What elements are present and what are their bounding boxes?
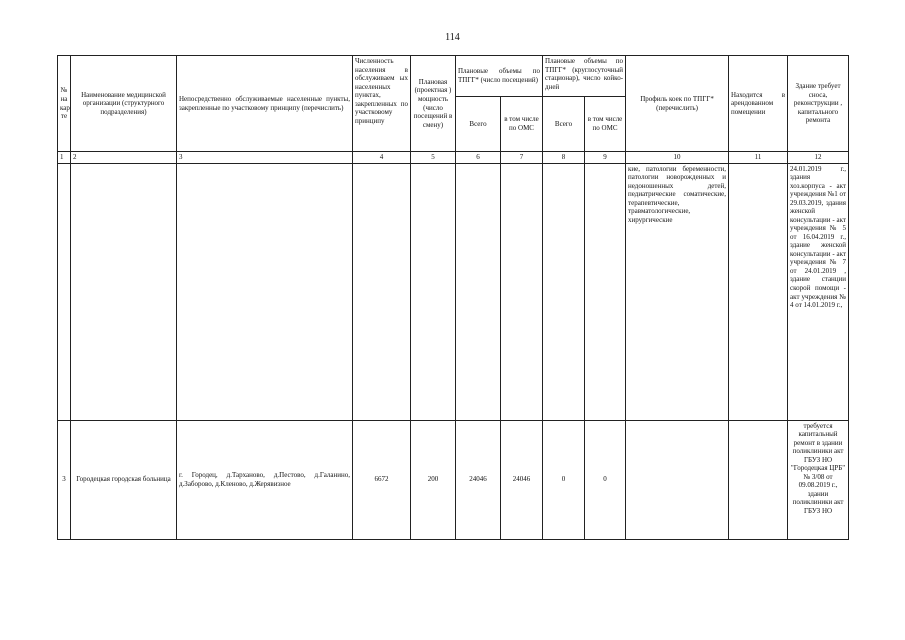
column-number: 4 [353, 152, 411, 164]
cell-beddays-total [543, 163, 585, 420]
cell-population: 6672 [353, 420, 411, 539]
cell-organization: Городецкая городская больница [71, 420, 177, 539]
cell-settlements [177, 163, 353, 420]
column-number: 5 [411, 152, 456, 164]
header-col2: Наименование медицинской организации (структурного подразделения) [71, 56, 177, 152]
header-col5: Плановая (проектная ) мощность (число посещений в смену) [411, 56, 456, 152]
cell-visits-total [456, 163, 501, 420]
cell-visits-oms: 24046 [501, 420, 543, 539]
column-numbers-row [58, 152, 849, 164]
cell-bed-profile: кие, патологии беременности, патологии новорожденных и недоношенных детей, педиатрические соматические, терапевтические, травматологические, хирургические [626, 163, 729, 420]
header-col10: Профиль коек по ТПГГ* (перечислить) [626, 56, 729, 152]
cell-settlements: г. Городец, д.Тарханово, д.Пестово, д.Галанино, д.Заборово, д.Кленово, д.Жерявизное [177, 420, 353, 539]
header-row-1 [58, 56, 849, 97]
hospital-table [57, 55, 849, 540]
cell-beddays-oms: 0 [585, 420, 626, 539]
header-col12: Здание требует сноса, реконструкции , капитального ремонта [788, 56, 849, 152]
header-col89: Плановые объемы по ТПГГ* (круглосуточный стационар), число койко-дней [543, 56, 626, 97]
cell-capacity: 200 [411, 420, 456, 539]
cell-organization [71, 163, 177, 420]
header-col8-total: Всего [543, 97, 585, 152]
header-col67: Плановые объемы по ТПГГ* (число посещений) [456, 56, 543, 97]
cell-rented [729, 163, 788, 420]
column-number: 1 [58, 152, 71, 164]
header-col6-total: Всего [456, 97, 501, 152]
cell-bed-profile [626, 420, 729, 539]
cell-number [58, 163, 71, 420]
column-number: 8 [543, 152, 585, 164]
table-row [58, 420, 849, 539]
cell-number: 3 [58, 420, 71, 539]
cell-beddays-oms [585, 163, 626, 420]
cell-beddays-total: 0 [543, 420, 585, 539]
cell-capacity [411, 163, 456, 420]
header-col9-oms: в том числе по ОМС [585, 97, 626, 152]
cell-repair-status: 24.01.2019 г., здания хоз.корпуса - акт учреждения №1 от 29.03.2019, здания женской консультации - акт учреждения № 5 от 16.04.2019 г., здание женской консультации - акт учреждения № 7 от 24.01.2019 , здание станции скорой помощи - акт учреждения № 4 от 14.01.2019 г., [788, 163, 849, 420]
cell-rented [729, 420, 788, 539]
column-number: 3 [177, 152, 353, 164]
table-row [58, 163, 849, 420]
column-number: 6 [456, 152, 501, 164]
page-number: 114 [445, 32, 460, 43]
column-number: 12 [788, 152, 849, 164]
cell-population [353, 163, 411, 420]
column-number: 10 [626, 152, 729, 164]
header-col1: № на кар те [58, 56, 71, 152]
column-number: 11 [729, 152, 788, 164]
column-number: 9 [585, 152, 626, 164]
header-col7-oms: в том числе по ОМС [501, 97, 543, 152]
column-number: 2 [71, 152, 177, 164]
header-col11: Находится в арендованном помещении [729, 56, 788, 152]
header-col3: Непосредственно обслуживаемые населенные пункты, закрепленные по участковому принципу (перечислить) [177, 56, 353, 152]
column-number: 7 [501, 152, 543, 164]
cell-repair-status: требуется капитальный ремонт в здании поликлиники акт ГБУЗ НО "Городецкая ЦРБ" № 3/08 от 09.08.2019 г., здании поликлиники акт ГБУЗ НО [788, 420, 849, 539]
cell-visits-oms [501, 163, 543, 420]
cell-visits-total: 24046 [456, 420, 501, 539]
header-col4: Численность населения в обслуживаем ых населенных пунктах, закрепленных по участковому принципу [353, 56, 411, 152]
